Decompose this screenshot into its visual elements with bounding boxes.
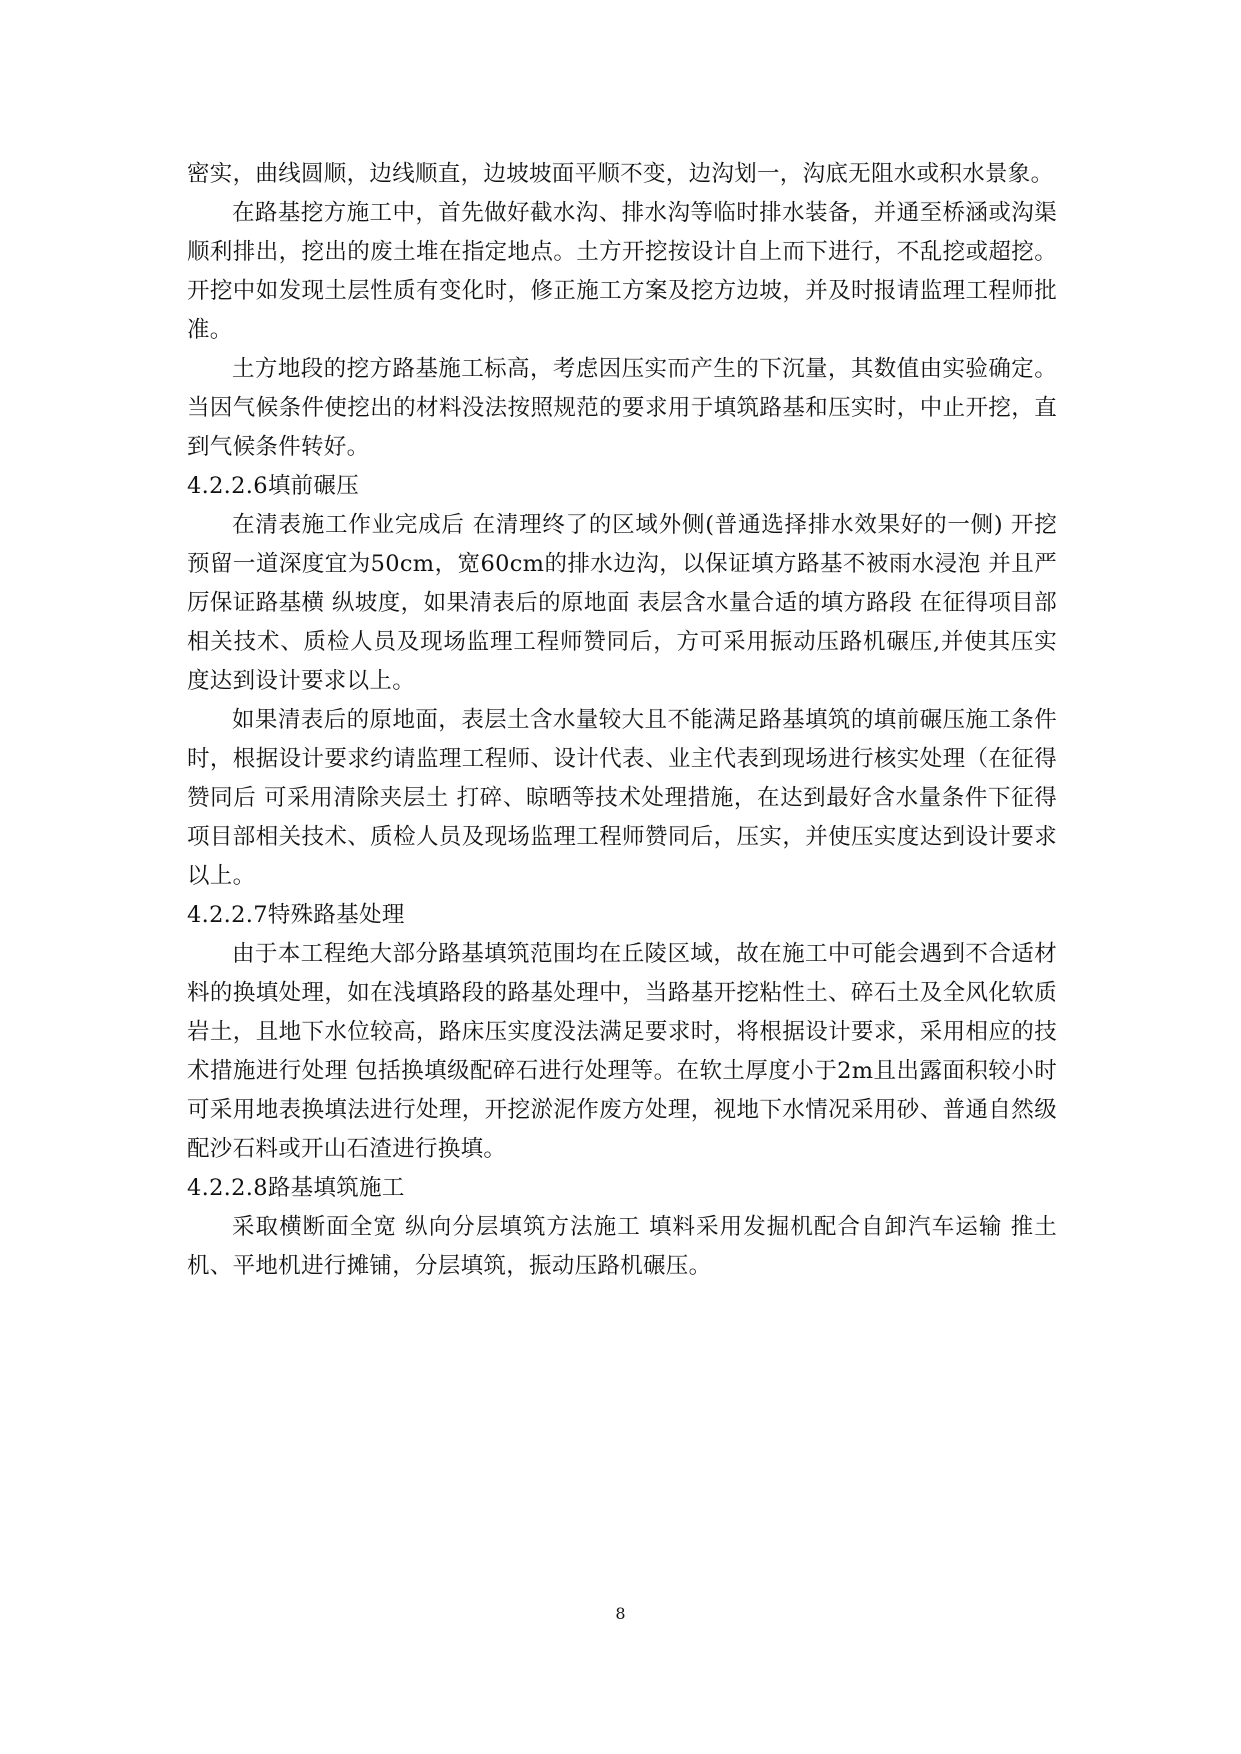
page-body [187, 155, 1057, 1286]
section-heading-4-2-2-6: 4.2.2.6填前碾压 [187, 473, 360, 499]
section-heading-4-2-2-8: 4.2.2.8路基填筑施工 [187, 1175, 405, 1201]
paragraph-excavation-elevation: 土方地段的挖方路基施工标高，考虑因压实而产生的下沉量，其数值由实验确定。当因气候条件使挖出的材料没法按照规范的要求用于填筑路基和压实时，中止开挖，直到气候条件转好。 [187, 356, 1057, 460]
paragraph-embankment-quality: 密实，曲线圆顺，边线顺直，边坡坡面平顺不变，边沟划一，沟底无阻水或积水景象。 [187, 161, 1054, 187]
paragraph-moisture-treatment: 如果清表后的原地面，表层土含水量较大且不能满足路基填筑的填前碾压施工条件时，根据设计要求约请监理工程师、设计代表、业主代表到现场进行核实处理（在征得赞同后 可采用清除夹层土 打碎、晾晒等技术处理措施，在达到最好含水量条件下征得项目部相关技术、质检人员及现场监理工程师赞同后，压实，并使压实度达到设计要求以上。 [187, 707, 1057, 889]
paragraph-pre-fill-compaction: 在清表施工作业完成后 在清理终了的区域外侧(普通选择排水效果好的一侧) 开挖预留一道深度宜为50cm，宽60cm的排水边沟，以保证填方路基不被雨水浸泡 并且严厉保证路基横 纵坡度，如果清表后的原地面 表层含水量合适的填方路段 在征得项目部相关技术、质检人员及现场监理工程师赞同后，方可采用振动压路机碾压,并使其压实度达到设计要求以上。 [187, 512, 1057, 694]
paragraph-fill-construction: 采取横断面全宽 纵向分层填筑方法施工 填料采用发掘机配合自卸汽车运输 推土机、平地机进行摊铺，分层填筑，振动压路机碾压。 [187, 1214, 1057, 1279]
section-heading-4-2-2-7: 4.2.2.7特殊路基处理 [187, 902, 405, 928]
page-number: 8 [615, 1604, 626, 1623]
paragraph-excavation-drainage: 在路基挖方施工中，首先做好截水沟、排水沟等临时排水装备，并通至桥涵或沟渠顺利排出，挖出的废土堆在指定地点。土方开挖按设计自上而下进行，不乱挖或超挖。开挖中如发现土层性质有变化时，修正施工方案及挖方边坡，并及时报请监理工程师批准。 [187, 200, 1057, 343]
paragraph-special-subgrade: 由于本工程绝大部分路基填筑范围均在丘陵区域，故在施工中可能会遇到不合适材料的换填处理，如在浅填路段的路基处理中，当路基开挖粘性土、碎石土及全风化软质岩土，且地下水位较高，路床压实度没法满足要求时，将根据设计要求，采用相应的技术措施进行处理 包括换填级配碎石进行处理等。在软土厚度小于2m且出露面积较小时可采用地表换填法进行处理，开挖淤泥作废方处理，视地下水情况采用砂、普通自然级配沙石料或开山石渣进行换填。 [187, 941, 1057, 1162]
